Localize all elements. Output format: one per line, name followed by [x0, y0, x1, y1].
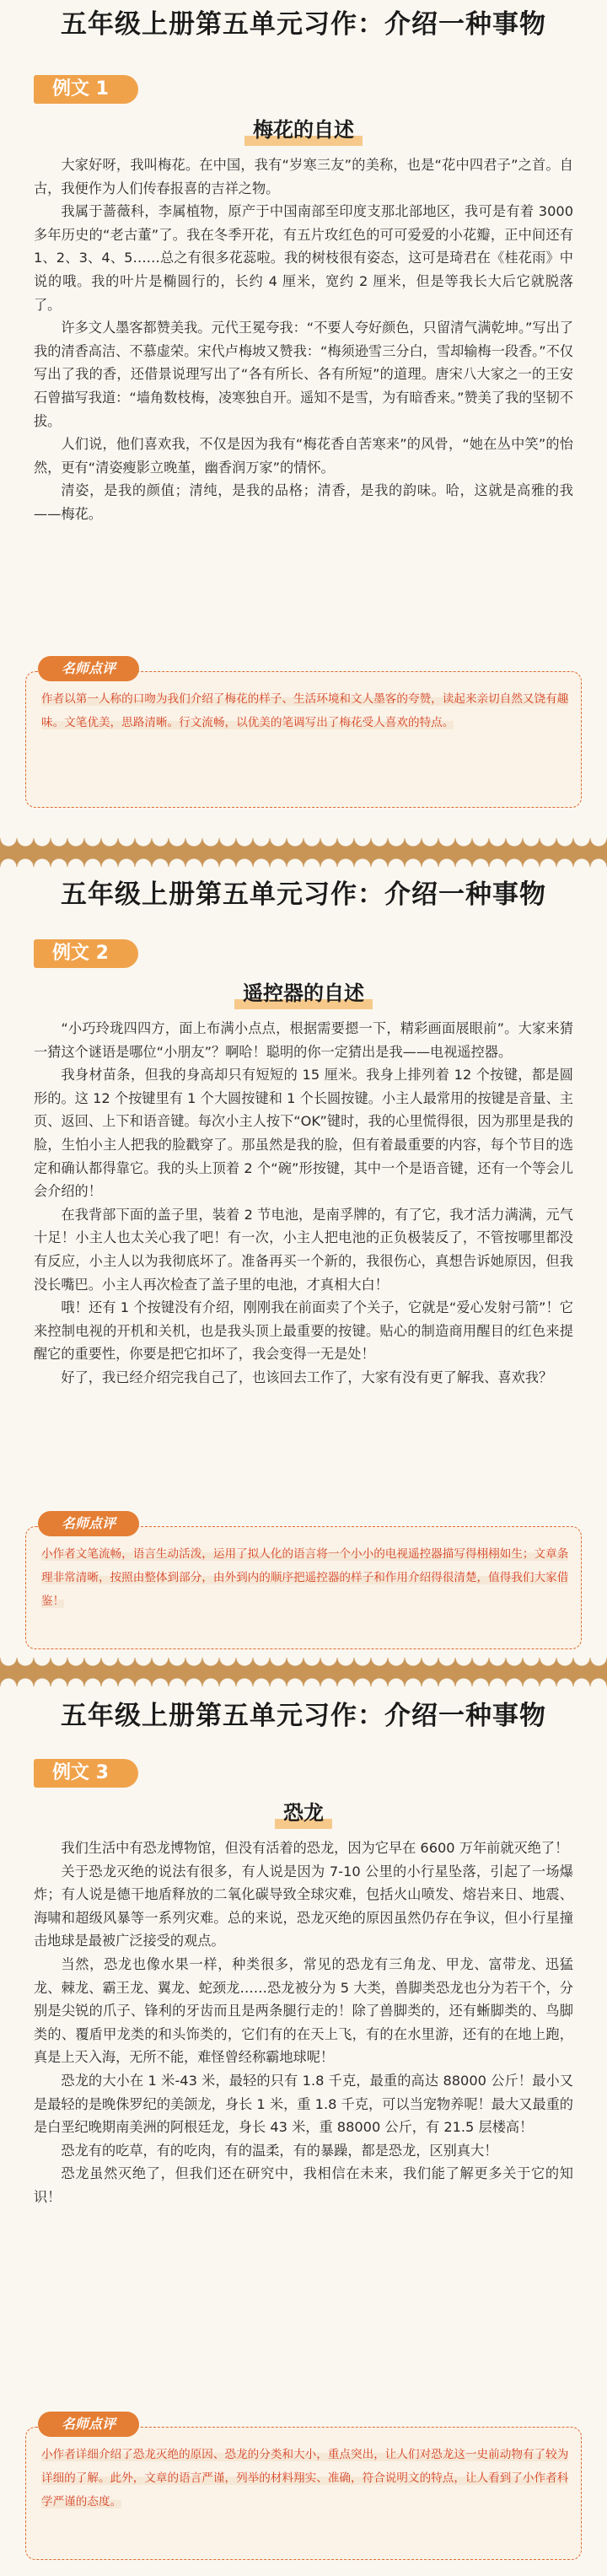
article-section-2 — [0, 867, 607, 1659]
paragraph: 人们说，他们喜欢我，不仅是因为我有“梅花香自苦寒来”的风骨，“她在丛中笑”的怡然，更有“清姿瘦影立晚堇，幽香润万家”的情怀。 — [34, 436, 573, 476]
paragraph: 关于恐龙灭绝的说法有很多，有人说是因为 7-10 公里的小行星坠落，引起了一场爆炸；有人说是德干地盾释放的二氧化碳导致全球灾难，包括火山喷发、熔岩来日、地震、海啸和超级风暴等一系列灾难。总的来说，恐龙灭绝的原因虽然仍存在争议，但小行星撞击地球是最被广泛接受的观点。 — [34, 1863, 573, 1949]
teacher-comment — [25, 660, 582, 808]
paragraph: 恐龙虽然灭绝了，但我们还在研究中，我相信在未来，我们能了解更多关于它的知识！ — [34, 2165, 573, 2205]
example-tag: 例文 2 — [34, 939, 138, 968]
comment-tag: 名师点评 — [38, 656, 139, 681]
article-body — [34, 1837, 573, 2209]
article-body — [34, 153, 573, 526]
article-section-1 — [0, 0, 607, 843]
section-divider — [0, 838, 607, 867]
teacher-comment — [25, 1515, 582, 1649]
main-title: 五年级上册第五单元习作：介绍一种事物 — [61, 879, 546, 910]
paragraph: 好了，我已经介绍完我自己了，也该回去工作了，大家有没有更了解我、喜欢我？ — [61, 1369, 553, 1385]
paragraph: 大家好呀，我叫梅花。在中国，我有“岁寒三友”的美称，也是“花中四君子”之首。自古，我便作为人们传春报喜的吉祥之物。 — [34, 157, 573, 196]
paragraph: 哦！还有 1 个按键没有介绍，刚刚我在前面卖了个关子，它就是“爱心发射弓箭”！它来控制电视的开机和关机，也是我头顶上最重要的按键。贴心的制造商用醒目的红色来提醒它的重要性，你要是把它扣坏了，我会变得一无是处！ — [34, 1299, 573, 1363]
paragraph: 当然，恐龙也像水果一样，种类很多，常见的恐龙有三角龙、甲龙、富带龙、迅猛龙、棘龙、霸王龙、翼龙、蛇颈龙……恐龙被分为 5 大类，兽脚类恐龙也分为若干个，分别是尖锐的爪子、锋利的牙齿而且是两条腿行走的！除了兽脚类的，还有蜥脚类的、鸟脚类的、覆盾甲龙类的和头饰类的，它们有的在天上飞，有的在水里游，还有的在地上跑，真是上天入海，无所不能，难怪曾经称霸地球呢！ — [34, 1955, 573, 2066]
main-title: 五年级上册第五单元习作：介绍一种事物 — [61, 9, 546, 40]
paragraph: 我身材苗条，但我的身高却只有短短的 15 厘米。我身上排列着 12 个按键，都是圆形的。这 12 个按键里有 1 个大圆按键和 1 个长圆按键。小主人最常用的按键是音量、主页、返回、上下和语音键。每次小主人按下“OK”键时，我的心里慌得很，因为那里是我的脸，生怕小主人把我的脸戳穿了。那虽然是我的脸，但有着最重要的内容，每个节目的选定和确认都得靠它。我的头上顶着 2 个“碗”形按键，其中一个是语音键，还有一个等会儿会介绍的！ — [34, 1067, 573, 1200]
article-body — [34, 1017, 573, 1390]
comment-tag: 名师点评 — [38, 2412, 139, 2437]
comment-text: 小作者文笔流畅，语言生动活泼，运用了拟人化的语言将一个小小的电视遥控器描写得栩栩如生；文章条理非常清晰，按照由整体到部分，由外到内的顺序把遥控器的样子和作用介绍得很清楚，值得我们大家借鉴！ — [41, 1547, 569, 1608]
teacher-comment — [25, 2416, 582, 2560]
example-tag: 例文 1 — [34, 75, 138, 104]
example-tag: 例文 3 — [34, 1759, 138, 1788]
paragraph: 恐龙的大小在 1 米-43 米，最轻的只有 1.8 千克，最重的高达 88000 公斤！最小又是最轻的是晚侏罗纪的美颌龙，身长 1 米，重 1.8 千克，可以当宠物养呢！最大又最重的是白垩纪晚期南美洲的阿根廷龙，身长 43 米，重 88000 公斤，有 21.5 层楼高！ — [34, 2072, 573, 2136]
comment-text: 作者以第一人称的口吻为我们介绍了梅花的样子、生活环境和文人墨客的夸赞，读起来亲切自然又饶有趣味。文笔优美，思路清晰。行文流畅，以优美的笔调写出了梅花受人喜欢的特点。 — [41, 692, 569, 729]
paragraph: 我属于蔷薇科，李属植物，原产于中国南部至印度支那北部地区，我可是有着 3000 多年历史的“老古董”了。我在冬季开花，有五片玫红色的可可爱爱的小花瓣，正中间还有 1、2、3、4、5……总之有很多花蕊啦。我的树枝很有姿态，这可是琦君在《桂花雨》中说的哦。我的叶片是椭圆行的，长约 4 厘米，宽约 2 厘米，但是等我长大后它就脱落了。 — [34, 203, 573, 313]
paragraph: “小巧玲珑四四方，面上布满小点点，根据需要摁一下，精彩画面展眼前”。大家来猜一猜这个谜语是哪位“小朋友”？啊哈！聪明的你一定猜出是我——电视遥控器。 — [34, 1020, 573, 1060]
article-title: 遥控器的自述 — [0, 976, 607, 1009]
paragraph: 许多文人墨客都赞美我。元代王冕夸我：“不要人夸好颜色，只留清气满乾坤。”写出了我的清香高洁、不慕虚荣。宋代卢梅坡又赞我：“梅须逊雪三分白，雪却输梅一段香。”不仅写出了我的香，还借景说理写出了“各有所长、各有所短”的道理。唐宋八大家之一的王安石曾描写我道：“墙角数枝梅，凌寒独自开。遥知不是雪，为有暗香来。”赞美了我的坚韧不拔。 — [34, 320, 573, 429]
paragraph: 清姿，是我的颜值；清纯，是我的品格；清香，是我的韵味。哈，这就是高雅的我——梅花。 — [34, 482, 573, 522]
article-title: 恐龙 — [0, 1796, 607, 1829]
article-title: 梅花的自述 — [0, 113, 607, 146]
section-divider — [0, 1658, 607, 1686]
paragraph: 我们生活中有恐龙博物馆，但没有活着的恐龙，因为它早在 6600 万年前就灭绝了！ — [61, 1840, 569, 1856]
main-title: 五年级上册第五单元习作：介绍一种事物 — [61, 1701, 546, 1731]
comment-tag: 名师点评 — [38, 1511, 139, 1536]
comment-text: 小作者详细介绍了恐龙灭绝的原因、恐龙的分类和大小，重点突出，让人们对恐龙这一史前动物有了较为详细的了解。此外，文章的语言严谨，列举的材料翔实、准确，符合说明文的特点，让人看到了小作者科学严谨的态度。 — [41, 2448, 569, 2509]
paragraph: 恐龙有的吃草，有的吃肉，有的温柔，有的暴躁，都是恐龙，区别真大！ — [61, 2142, 498, 2159]
article-section-3 — [0, 1686, 607, 2576]
paragraph: 在我背部下面的盖子里，装着 2 节电池，是南孚牌的，有了它，我才活力满满，元气十足！小主人也太关心我了吧！有一次，小主人把电池的正负极装反了，不管按哪里都没有反应，小主人以为我彻底坏了。准备再买一个新的，我很伤心，真想告诉她原因，但我没长嘴巴。小主人再次检查了盖子里的电池，才真相大白！ — [34, 1206, 573, 1293]
